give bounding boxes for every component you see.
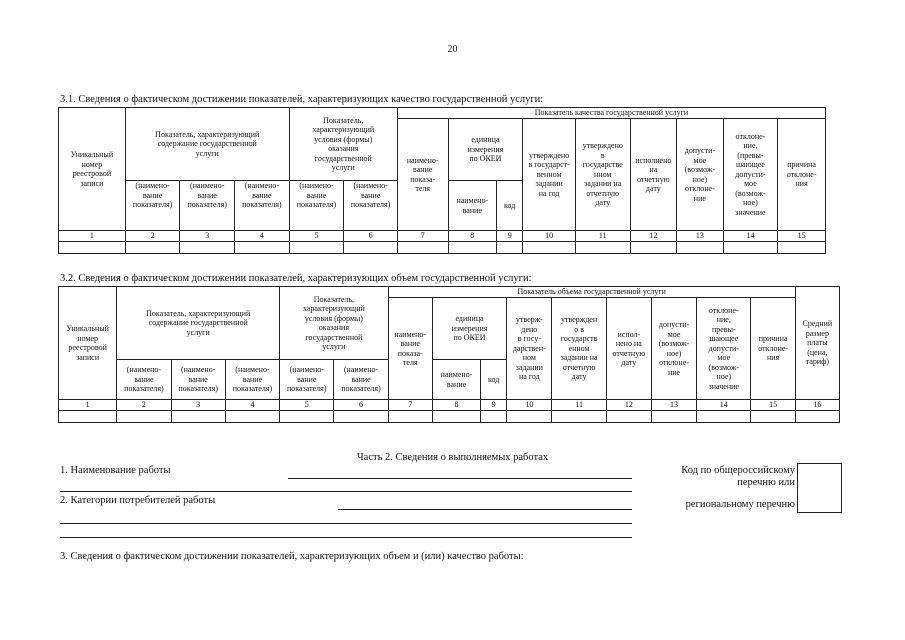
column-number: 12 [606, 400, 651, 411]
table-cell[interactable] [397, 242, 448, 254]
column-number: 14 [697, 400, 751, 411]
column-number: 1 [59, 400, 117, 411]
column-number: 15 [751, 400, 795, 411]
table-cell[interactable] [481, 411, 507, 423]
approved-date-header: утвержден о в государств енном задании на отчетную дату [552, 298, 606, 400]
column-number: 16 [795, 400, 839, 411]
table-cell[interactable] [552, 411, 606, 423]
sub-indicator-name: (наимено- вание показателя) [344, 181, 398, 231]
unit-name-header: наимено- вание [432, 360, 480, 400]
sub-indicator-name: (наимено- вание показателя) [125, 181, 180, 231]
average-price-header: Средний размер платы (цена, тариф) [795, 287, 839, 400]
sub-indicator-name: (наимено- вание показателя) [171, 360, 225, 400]
page-number: 20 [447, 44, 458, 55]
content-indicator-header: Показатель, характеризующий содержание государственной услуги [125, 108, 289, 181]
column-number: 10 [523, 231, 576, 242]
code-label-line2: перечню или [737, 477, 795, 488]
table-cell[interactable] [117, 411, 171, 423]
table-row [59, 242, 826, 254]
column-number: 3 [180, 231, 235, 242]
section-3-work-title: 3. Сведения о фактическом достижении показателей, характеризующих объем и (или) качество работы: [60, 551, 524, 562]
excess-deviation-header: отклоне- ние, (превы- шающее допусти- мое (возмож- ное) значение [723, 119, 778, 231]
column-number: 7 [388, 400, 432, 411]
consumers-input-line-2[interactable] [60, 523, 632, 524]
executed-header: испол- нено на отчетную дату [606, 298, 651, 400]
consumers-label: 2. Категории потребителей работы [60, 495, 216, 506]
column-number: 13 [677, 231, 724, 242]
table-cell[interactable] [280, 411, 334, 423]
table-cell[interactable] [575, 242, 630, 254]
column-number: 12 [630, 231, 677, 242]
section-3-2-title: 3.2. Сведения о фактическом достижении показателей, характеризующих объем государственной услуги: [60, 273, 532, 284]
column-number: 5 [280, 400, 334, 411]
table-cell[interactable] [289, 242, 344, 254]
table-cell[interactable] [507, 411, 552, 423]
indicator-name-header: наимено- вание показа- теля [397, 119, 448, 231]
column-number: 11 [552, 400, 606, 411]
code-input-box[interactable] [797, 463, 842, 513]
sub-indicator-name: (наимено- вание показателя) [289, 181, 344, 231]
unit-code-header: код [497, 181, 523, 231]
table-cell[interactable] [171, 411, 225, 423]
executed-header: исполнено на отчетную дату [630, 119, 677, 231]
table-cell[interactable] [225, 411, 279, 423]
column-number: 6 [334, 400, 388, 411]
table-row [59, 411, 840, 423]
deviation-reason-header: причина отклоне- ния [751, 298, 795, 400]
table-cell[interactable] [59, 411, 117, 423]
table-cell[interactable] [59, 242, 126, 254]
column-number: 4 [235, 231, 290, 242]
table-cell[interactable] [334, 411, 388, 423]
table-cell[interactable] [432, 411, 480, 423]
table-cell[interactable] [795, 411, 839, 423]
table-cell[interactable] [497, 242, 523, 254]
deviation-reason-header: причина отклоне- ния [778, 119, 826, 231]
unique-number-header: Уникальный номер реестровой записи [59, 108, 126, 231]
allowed-deviation-header: допусти- мое (возмож- ное) отклоне- ние [677, 119, 724, 231]
table-cell[interactable] [125, 242, 180, 254]
approved-year-header: утверж- дено в госу- дарствен- ном задании на год [507, 298, 552, 400]
column-number: 10 [507, 400, 552, 411]
table-cell[interactable] [630, 242, 677, 254]
sub-indicator-name: (наимено- вание показателя) [225, 360, 279, 400]
column-number: 11 [575, 231, 630, 242]
unit-okei-header: единица измерения по ОКЕИ [432, 298, 506, 360]
quality-indicator-header: Показатель качества государственной услуги [397, 108, 825, 119]
part2-heading: Часть 2. Сведения о выполняемых работах [356, 452, 549, 463]
column-number: 7 [397, 231, 448, 242]
table-cell[interactable] [651, 411, 696, 423]
column-number: 9 [481, 400, 507, 411]
work-name-input-line-2[interactable] [60, 491, 632, 492]
column-number: 4 [225, 400, 279, 411]
section-3-1-title: 3.1. Сведения о фактическом достижении показателей, характеризующих качество государственной услуги: [60, 94, 544, 105]
sub-indicator-name: (наимено- вание показателя) [180, 181, 235, 231]
unit-name-header: наимено- вание [448, 181, 497, 231]
column-number: 14 [723, 231, 778, 242]
table-cell[interactable] [697, 411, 751, 423]
table-cell[interactable] [751, 411, 795, 423]
column-number: 3 [171, 400, 225, 411]
code-label-line3: региональному перечню [685, 499, 795, 510]
table-cell[interactable] [180, 242, 235, 254]
table-cell[interactable] [606, 411, 651, 423]
content-indicator-header: Показатель, характеризующий содержание государственной услуги [117, 287, 280, 360]
condition-indicator-header: Показатель, характеризующий условия (формы) оказания государственной услуги [289, 108, 397, 181]
table-cell[interactable] [235, 242, 290, 254]
approved-year-header: утверждено в государст- венном задании на год [523, 119, 576, 231]
approved-date-header: утверждено в государстве нном задании на отчетную дату [575, 119, 630, 231]
consumers-input-line-3[interactable] [60, 537, 632, 538]
volume-table [58, 286, 840, 423]
indicator-name-header: наимено- вание показа- теля [388, 298, 432, 400]
unique-number-header: Уникальный номер реестровой записи [59, 287, 117, 400]
column-number: 13 [651, 400, 696, 411]
table-cell[interactable] [723, 242, 778, 254]
sub-indicator-name: (наимено- вание показателя) [280, 360, 334, 400]
table-cell[interactable] [677, 242, 724, 254]
condition-indicator-header: Показатель, характеризующий условия (формы) оказания государственной услуги [280, 287, 389, 360]
work-name-label: 1. Наименование работы [60, 465, 171, 476]
consumers-input-line[interactable] [338, 509, 632, 510]
table-cell[interactable] [778, 242, 826, 254]
work-name-input-line[interactable] [288, 478, 632, 479]
column-number: 15 [778, 231, 826, 242]
column-number: 2 [117, 400, 171, 411]
table-cell[interactable] [388, 411, 432, 423]
quality-table [58, 107, 826, 254]
code-label-line1: Код по общероссийскому [681, 465, 795, 476]
column-number: 6 [344, 231, 398, 242]
column-number: 2 [125, 231, 180, 242]
column-number: 5 [289, 231, 344, 242]
allowed-deviation-header: допусти- мое (возмож- ное) отклоне- ние [651, 298, 696, 400]
column-number: 8 [432, 400, 480, 411]
table-cell[interactable] [523, 242, 576, 254]
sub-indicator-name: (наимено- вание показателя) [117, 360, 171, 400]
unit-okei-header: единица измерения по ОКЕИ [448, 119, 523, 181]
sub-indicator-name: (наимено- вание показателя) [334, 360, 388, 400]
table-cell[interactable] [344, 242, 398, 254]
unit-code-header: код [481, 360, 507, 400]
column-number: 8 [448, 231, 497, 242]
volume-indicator-header: Показатель объема государственной услуги [388, 287, 795, 298]
table-cell[interactable] [448, 242, 497, 254]
column-number: 1 [59, 231, 126, 242]
excess-deviation-header: отклоне- ние, превы- шающее допусти- мое (возмож- ное) значение [697, 298, 751, 400]
sub-indicator-name: (наимено- вание показателя) [235, 181, 290, 231]
column-number: 9 [497, 231, 523, 242]
